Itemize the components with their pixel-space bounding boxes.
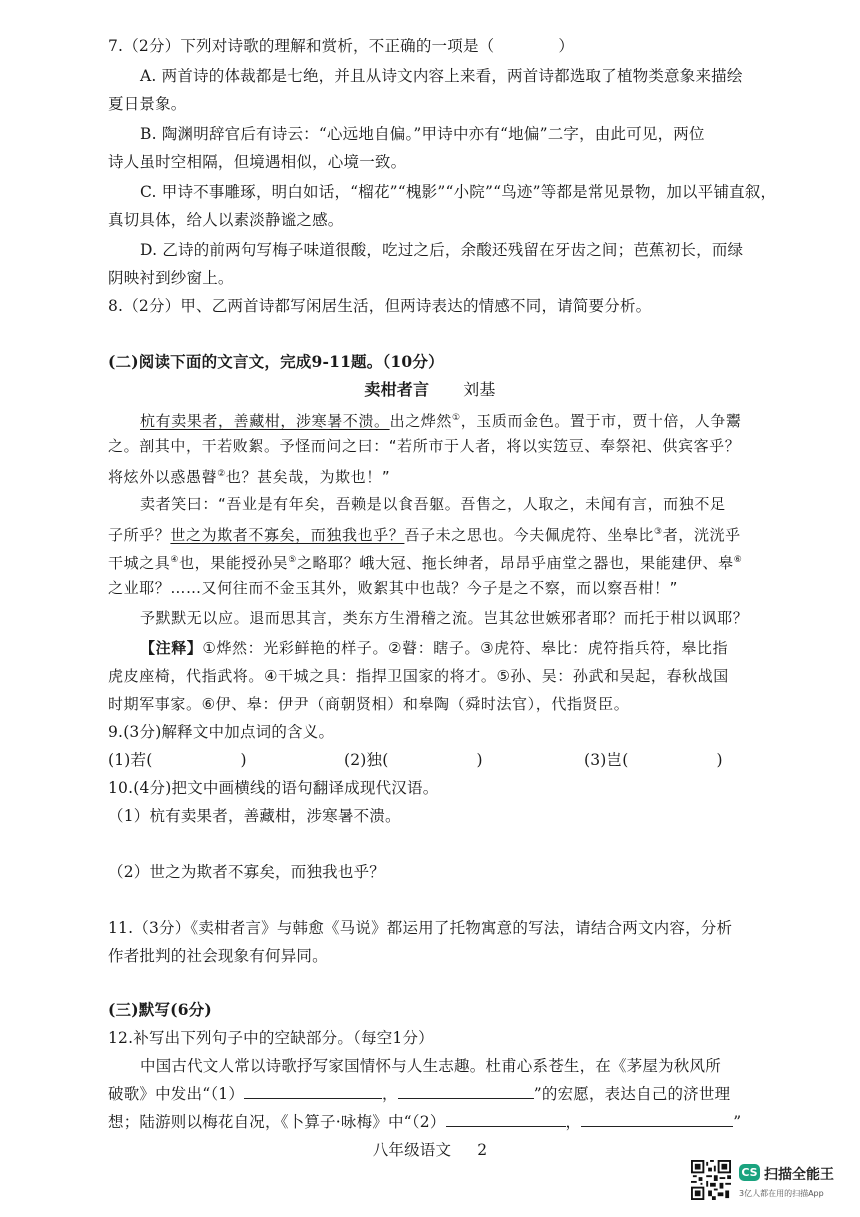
page-footer	[0, 1140, 860, 1160]
footer-page-number: 2	[477, 1141, 488, 1159]
footer-subject: 八年级语文	[372, 1141, 452, 1159]
q10-stem: 10.(4分)把文中画横线的语句翻译成现代汉语。	[108, 779, 439, 797]
q12-line2: 破歌》中发出“（1） ， ”的宏愿，表达自己的济世理	[108, 1085, 731, 1103]
q9-item-3: (3)岂( )	[584, 751, 723, 769]
q7-option-c-line2: 真切具体，给人以素淡静谧之感。	[108, 211, 344, 229]
passage-p3: 予默默无以应。退而思其言，类东方生滑稽之流。岂其忿世嫉邪者耶？而托于柑以讽耶？	[140, 609, 749, 627]
q12-line1: 中国古代文人常以诗歌抒写家国情怀与人生志趣。杜甫心系苍生，在《茅屋为秋风所	[140, 1057, 721, 1075]
fill-in-blank[interactable]	[244, 1084, 382, 1099]
q7-option-a-line1: A. 两首诗的体裁都是七绝，并且从诗文内容上来看，两首诗都选取了植物类意象来描绘	[140, 67, 743, 85]
fill-in-blank[interactable]	[581, 1112, 733, 1127]
notes-line1: 【注释】①烨然：光彩鲜艳的样子。②瞽：瞎子。③虎符、皋比：虎符指兵符，皋比指	[140, 639, 729, 657]
section3-heading: (三)默写(6分)	[108, 1000, 212, 1019]
q11-line1: 11.（3分）《卖柑者言》与韩愈《马说》都运用了托物寓意的写法，请结合两文内容，分析	[108, 919, 733, 937]
q9-item-2: (2)独( )	[344, 751, 483, 769]
passage-p2-line1: 卖者笑曰：“吾业是有年矣，吾赖是以食吾躯。吾售之，人取之，未闻有言，而独不足	[140, 495, 726, 513]
fill-in-blank[interactable]	[446, 1112, 566, 1127]
fill-in-blank[interactable]	[398, 1084, 534, 1099]
passage-p2-line4: 之业耶？……又何往而不金玉其外，败絮其中也哉？今子是之不察，而以察吾柑！”	[108, 579, 678, 597]
q7-option-b-line1: B. 陶渊明辞官后有诗云：“心远地自偏。”甲诗中亦有“地偏”二字，由此可见，两位	[140, 125, 705, 143]
section2-heading: (二)阅读下面的文言文，完成9-11题。（10分）	[108, 352, 444, 371]
qr-code-icon	[691, 1160, 731, 1200]
q7-option-d-line1: D. 乙诗的前两句写梅子味道很酸，吃过之后，余酸还残留在牙齿之间；芭蕉初长，而绿	[140, 241, 744, 259]
passage-p1-line3: 将炫外以惑愚瞽②也？甚矣哉，为欺也！”	[108, 468, 391, 486]
q7-option-d-line2: 阴映衬到纱窗上。	[108, 269, 234, 287]
underlined-sentence-1: 杭有卖果者，善藏柑，涉寒暑不溃。	[140, 412, 390, 430]
notes-label: 【注释】	[140, 639, 203, 657]
q10-sentence-1: （1）杭有卖果者，善藏柑，涉寒暑不溃。	[108, 807, 401, 825]
q12-stem: 12.补写出下列句子中的空缺部分。（每空1分）	[108, 1029, 434, 1047]
underlined-sentence-2: 世之为欺者不寡矣，而独我也乎？	[170, 526, 405, 544]
notes-line3: 时期军事家。⑥伊、皋：伊尹（商朝贤相）和皋陶（舜时法官），代指贤臣。	[108, 695, 630, 713]
scanner-tagline: 3亿人都在用的扫描App	[739, 1189, 824, 1198]
passage-p1-line2: 之。剖其中，干若败絮。予怪而问之曰：“若所市于人者，将以实笾豆、奉祭祀、供宾客乎？	[108, 437, 741, 455]
passage-p1-line1: 杭有卖果者，善藏柑，涉寒暑不溃。出之烨然①，玉质而金色。置于市，贾十倍，人争鬻	[140, 412, 742, 430]
q7-stem: 7.（2分）下列对诗歌的理解和赏析，不正确的一项是（ ）	[108, 37, 575, 55]
q7-option-c-line1: C. 甲诗不事雕琢，明白如话，“榴花”“槐影”“小院”“鸟迹”等都是常见景物，加以平铺直叙，	[140, 183, 777, 201]
q8-stem: 8.（2分）甲、乙两首诗都写闲居生活，但两诗表达的情感不同，请简要分析。	[108, 297, 652, 315]
q9-items	[108, 750, 728, 770]
passage-title: 卖柑者言 刘基	[364, 380, 496, 399]
passage-p2-line3: 干城之具④也，果能授孙吴⑤之略耶？峨大冠、拖长绅者，昂昂乎庙堂之器也，果能建伊、皋⑥	[108, 554, 743, 572]
q10-sentence-2: （2）世之为欺者不寡矣，而独我也乎？	[108, 863, 385, 881]
notes-line2: 虎皮座椅，代指武将。④干城之具：指捍卫国家的将才。⑤孙、吴：孙武和吴起，春秋战国	[108, 667, 729, 685]
passage-p2-line2: 子所乎？世之为欺者不寡矣，而独我也乎？吾子未之思也。今夫佩虎符、坐皋比③者，洸洸乎	[108, 526, 741, 544]
q12-line3: 想；陆游则以梅花自况，《卜算子·咏梅》中“（2） ， ”	[108, 1113, 742, 1131]
q9-item-1: (1)若( )	[108, 751, 247, 769]
passage-author: 刘基	[463, 380, 496, 399]
q7-option-a-line2: 夏日景象。	[108, 95, 187, 113]
q7-option-b-line2: 诗人虽时空相隔，但境遇相似，心境一致。	[108, 153, 407, 171]
scanner-app-name: 扫描全能王	[764, 1167, 834, 1183]
camscanner-logo-icon: CS	[739, 1164, 760, 1181]
q9-stem: 9.(3分)解释文中加点词的含义。	[108, 723, 335, 741]
q11-line2: 作者批判的社会现象有何异同。	[108, 947, 328, 965]
